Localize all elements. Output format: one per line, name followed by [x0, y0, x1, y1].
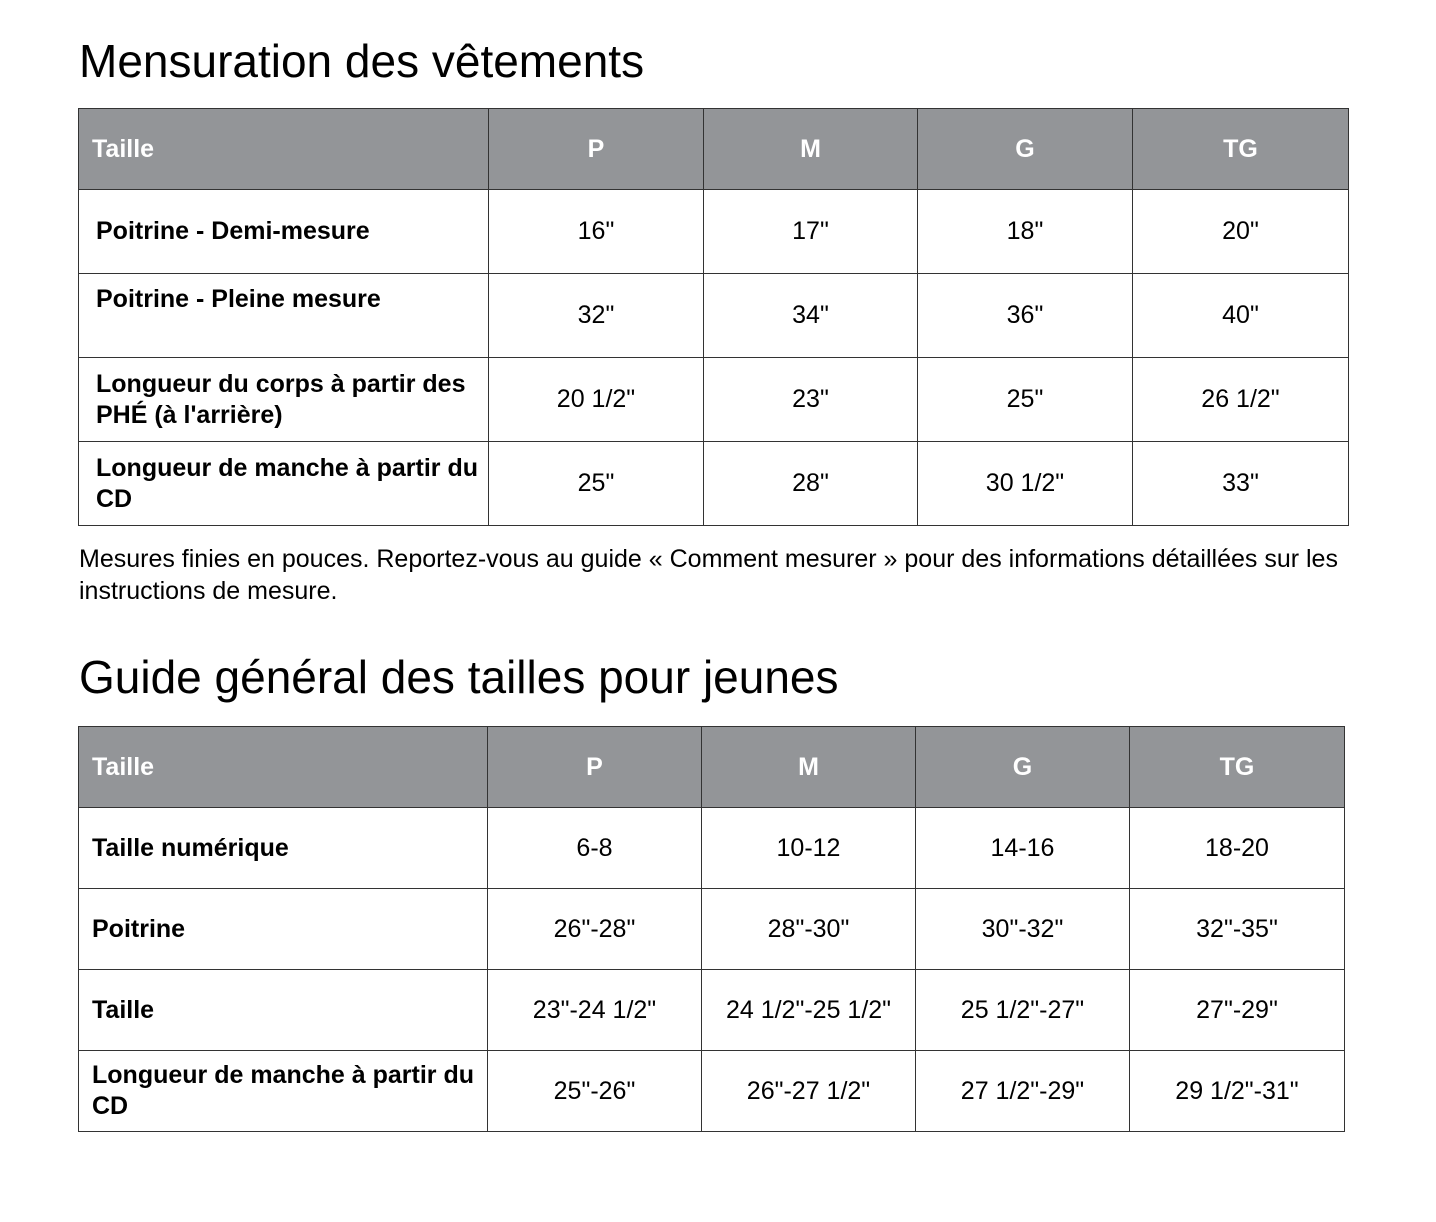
header-m: M	[702, 727, 916, 808]
row-label: Longueur de manche à partir du CD	[79, 442, 489, 526]
header-g: G	[916, 727, 1130, 808]
table-header-row	[79, 727, 1345, 808]
header-p: P	[488, 727, 702, 808]
table-row	[79, 190, 1349, 274]
table-cell: 18-20	[1130, 808, 1345, 889]
table-row	[79, 442, 1349, 526]
table-cell: 20"	[1133, 190, 1349, 274]
table-cell: 20 1/2"	[489, 358, 704, 442]
measurement-note: Mesures finies en pouces. Reportez-vous au guide « Comment mesurer » pour des informations détaillées sur les instructions de mesure.	[79, 545, 1338, 605]
table-cell: 36"	[918, 274, 1133, 358]
row-label: Taille numérique	[79, 808, 488, 889]
table-cell: 10-12	[702, 808, 916, 889]
youth-size-guide-table	[78, 726, 1345, 1132]
garment-measurements-table	[78, 108, 1349, 526]
table-cell: 32"-35"	[1130, 889, 1345, 970]
table-cell: 23"	[704, 358, 918, 442]
table-cell: 34"	[704, 274, 918, 358]
header-size: Taille	[79, 727, 488, 808]
table-cell: 25"-26"	[488, 1051, 702, 1132]
row-label: Taille	[79, 970, 488, 1051]
table-row	[79, 274, 1349, 358]
table-cell: 27"-29"	[1130, 970, 1345, 1051]
table-cell: 26"-27 1/2"	[702, 1051, 916, 1132]
row-label: Poitrine	[79, 889, 488, 970]
table-cell: 33"	[1133, 442, 1349, 526]
row-label: Poitrine - Demi-mesure	[79, 190, 489, 274]
table-cell: 25"	[918, 358, 1133, 442]
table-header-row	[79, 109, 1349, 190]
table-cell: 23"-24 1/2"	[488, 970, 702, 1051]
table-cell: 25"	[489, 442, 704, 526]
table-cell: 40"	[1133, 274, 1349, 358]
table-cell: 25 1/2"-27"	[916, 970, 1130, 1051]
table-cell: 30"-32"	[916, 889, 1130, 970]
table-row	[79, 808, 1345, 889]
table-row	[79, 1051, 1345, 1132]
header-g: G	[918, 109, 1133, 190]
table-cell: 28"	[704, 442, 918, 526]
header-size: Taille	[79, 109, 489, 190]
table-row	[79, 970, 1345, 1051]
table-row	[79, 889, 1345, 970]
header-m: M	[704, 109, 918, 190]
table-cell: 14-16	[916, 808, 1130, 889]
table-cell: 27 1/2"-29"	[916, 1051, 1130, 1132]
table-cell: 30 1/2"	[918, 442, 1133, 526]
garment-measurements-title: Mensuration des vêtements	[79, 35, 645, 87]
header-p: P	[489, 109, 704, 190]
header-tg: TG	[1130, 727, 1345, 808]
table-cell: 16"	[489, 190, 704, 274]
row-label: Longueur du corps à partir des PHÉ (à l'arrière)	[79, 358, 489, 442]
table-cell: 28"-30"	[702, 889, 916, 970]
table-cell: 26"-28"	[488, 889, 702, 970]
row-label: Longueur de manche à partir du CD	[79, 1051, 488, 1132]
table-cell: 24 1/2"-25 1/2"	[702, 970, 916, 1051]
table-cell: 32"	[489, 274, 704, 358]
youth-size-guide-title: Guide général des tailles pour jeunes	[79, 651, 839, 703]
header-tg: TG	[1133, 109, 1349, 190]
row-label: Poitrine - Pleine mesure	[79, 274, 489, 358]
table-cell: 29 1/2"-31"	[1130, 1051, 1345, 1132]
table-cell: 17"	[704, 190, 918, 274]
table-cell: 6-8	[488, 808, 702, 889]
table-cell: 26 1/2"	[1133, 358, 1349, 442]
table-row	[79, 358, 1349, 442]
table-cell: 18"	[918, 190, 1133, 274]
